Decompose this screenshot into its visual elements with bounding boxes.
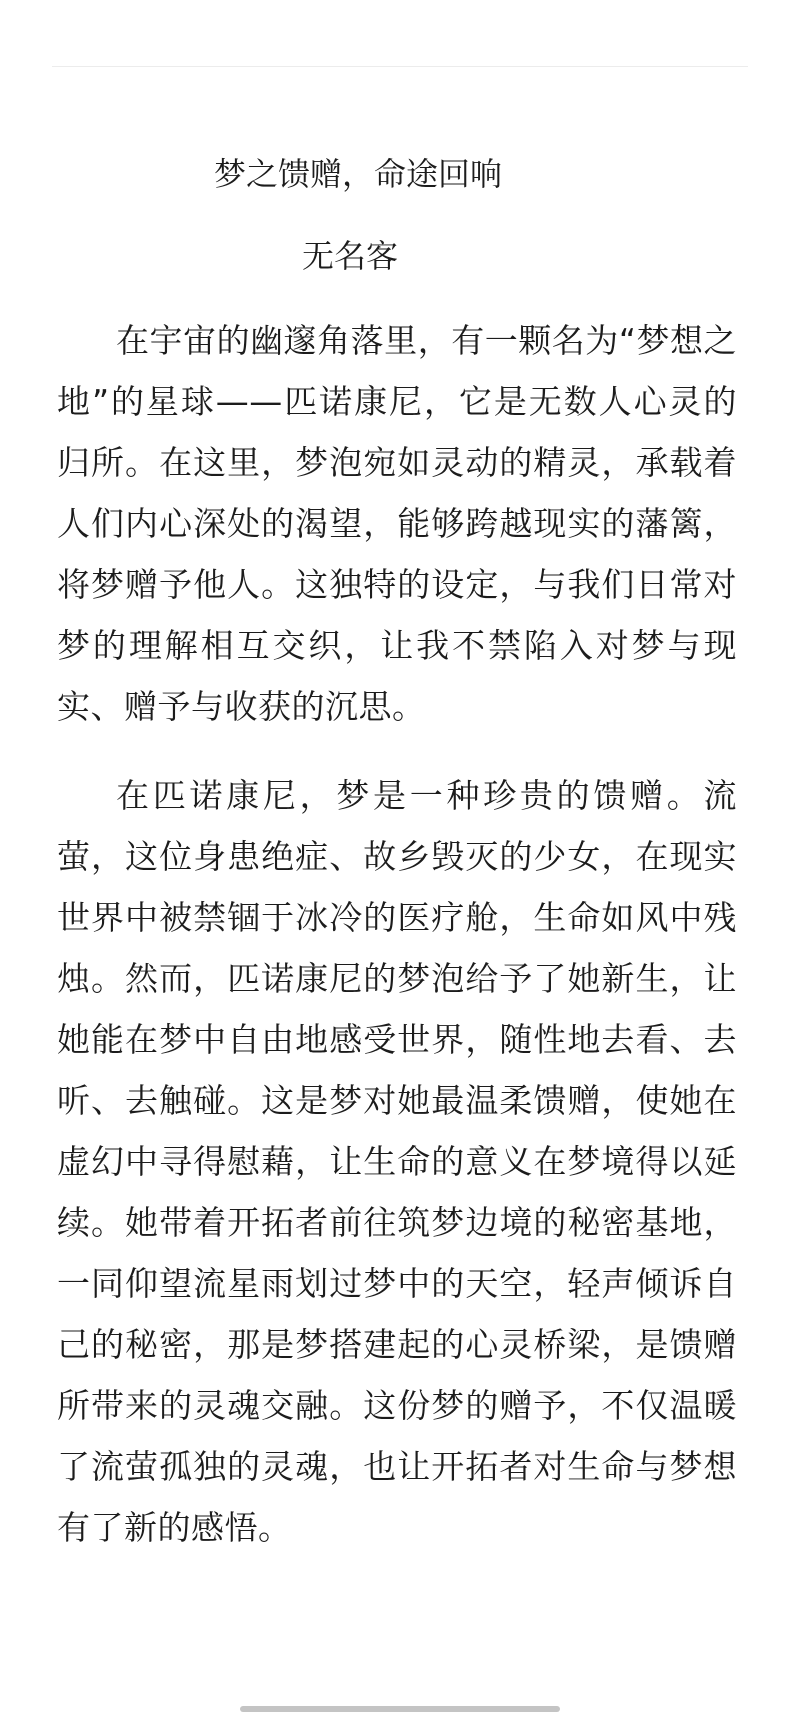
article-title: 梦之馈赠，命途回响	[214, 155, 503, 193]
top-divider	[52, 66, 748, 67]
paragraph-2: 在匹诺康尼，梦是一种珍贵的馈赠。流萤，这位身患绝症、故乡毁灭的少女，在现实世界中被禁锢于冰冷的医疗舱，生命如风中残烛。然而，匹诺康尼的梦泡给予了她新生，让她能在梦中自由地感受世界，随性地去看、去听、去触碰。这是梦对她最温柔馈赠，使她在虚幻中寻得慰藉，让生命的意义在梦境得以延续。她带着开拓者前往筑梦边境的秘密基地，一同仰望流星雨划过梦中的天空，轻声倾诉自己的秘密，那是梦搭建起的心灵桥梁，是馈赠所带来的灵魂交融。这份梦的赠予，不仅温暖了流萤孤独的灵魂，也让开拓者对生命与梦想有了新的感悟。	[57, 776, 737, 1547]
article-author: 无名客	[302, 237, 399, 275]
paragraph-1: 在宇宙的幽邃角落里，有一颗名为“梦想之地”的星球——匹诺康尼，它是无数人心灵的归所。在这里，梦泡宛如灵动的精灵，承载着人们内心深处的渴望，能够跨越现实的藩篱，将梦赠予他人。这独特的设定，与我们日常对梦的理解相互交织，让我不禁陷入对梦与现实、赠予与收获的沉思。	[57, 321, 737, 726]
home-indicator[interactable]	[240, 1706, 560, 1712]
article	[57, 150, 737, 1558]
